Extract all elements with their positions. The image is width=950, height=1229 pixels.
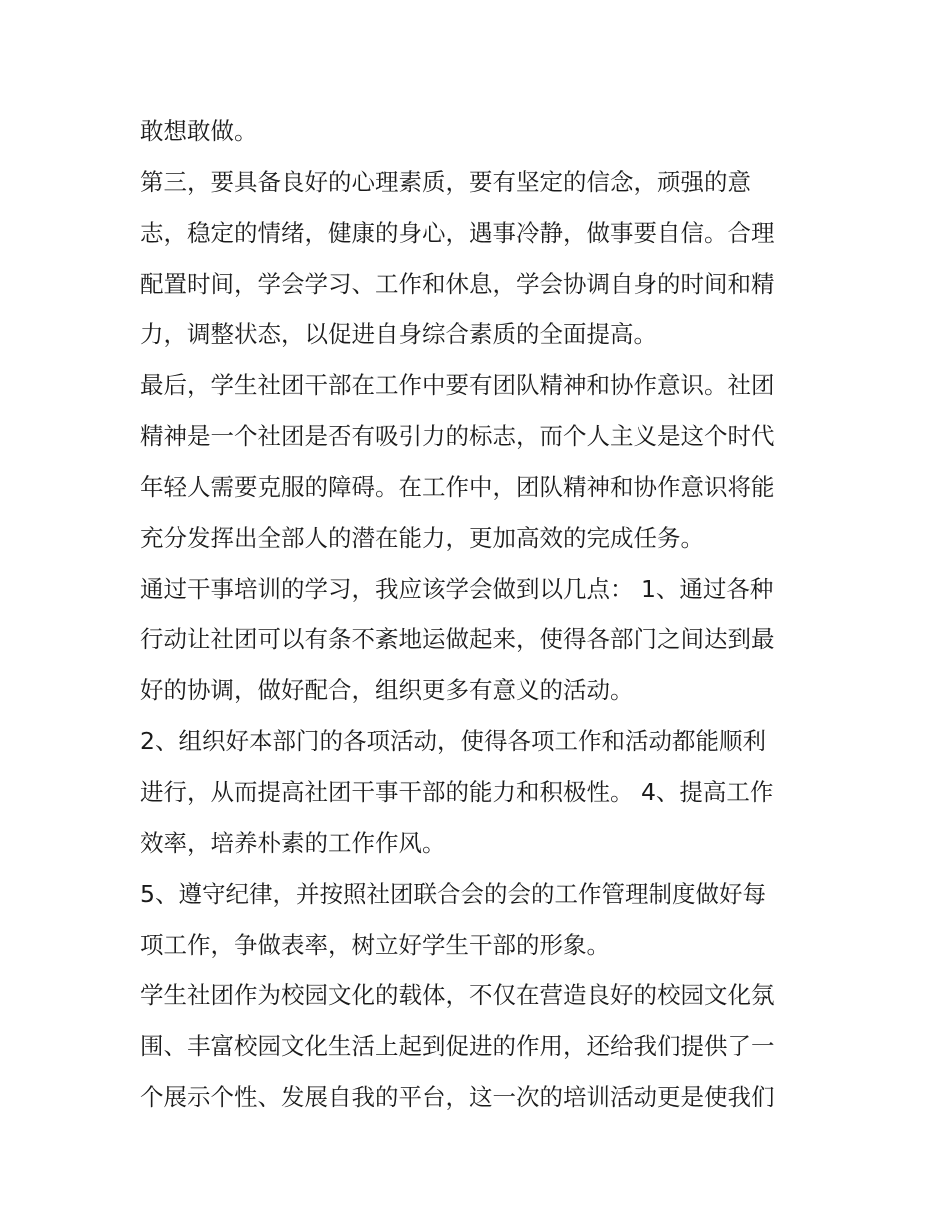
text-line: 力，调整状态，以促进自身综合素质的全面提高。 (140, 320, 657, 349)
text-line: 好的协调，做好配合，组织更多有意义的活动。 (140, 676, 634, 705)
text-line: 年轻人需要克服的障碍。在工作中，团队精神和协作意识将能 (140, 472, 775, 501)
text-line: 志，稳定的情绪，健康的身心，遇事冷静，做事要自信。合理 (140, 218, 775, 247)
text-line: 5、遵守纪律，并按照社团联合会的会的工作管理制度做好每 (140, 879, 766, 908)
text-line: 精神是一个社团是否有吸引力的标志，而个人主义是这个时代 (140, 422, 775, 451)
text-line: 效率，培养朴素的工作作风。 (140, 828, 446, 857)
text-line: 进行，从而提高社团干事干部的能力和积极性。 4、提高工作 (140, 777, 774, 806)
text-line: 配置时间，学会学习、工作和休息，学会协调自身的时间和精 (140, 269, 775, 298)
text-line: 敢想敢做。 (140, 117, 258, 145)
text-line: 第三，要具备良好的心理素质，要有坚定的信念，顽强的意 (140, 167, 751, 196)
body-text (140, 106, 820, 1123)
text-line: 2、组织好本部门的各项活动，使得各项工作和活动都能顺利 (140, 727, 766, 756)
text-line: 学生社团作为校园文化的载体，不仅在营造良好的校园文化氛 (140, 981, 775, 1010)
text-line: 个展示个性、发展自我的平台，这一次的培训活动更是使我们 (140, 1083, 775, 1112)
text-line: 项工作，争做表率，树立好学生干部的形象。 (140, 930, 610, 959)
text-line: 行动让社团可以有条不紊地运做起来，使得各部门之间达到最 (140, 625, 775, 654)
text-line: 充分发挥出全部人的潜在能力，更加高效的完成任务。 (140, 523, 704, 552)
text-line: 围、丰富校园文化生活上起到促进的作用，还给我们提供了一 (140, 1032, 775, 1061)
text-line: 最后，学生社团干部在工作中要有团队精神和协作意识。社团 (140, 371, 775, 400)
text-line: 通过干事培训的学习，我应该学会做到以几点： 1、通过各种 (140, 574, 774, 603)
